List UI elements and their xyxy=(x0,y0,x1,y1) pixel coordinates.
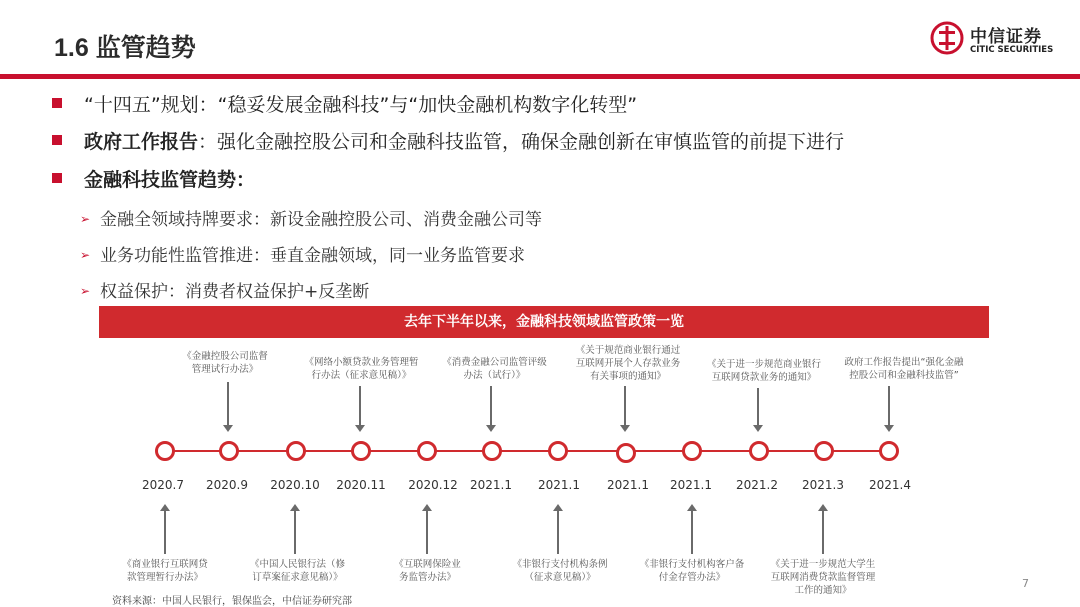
policy-document xyxy=(432,356,557,382)
bullet-item xyxy=(52,90,637,117)
doc-line: 《非银行支付机构条例 xyxy=(512,559,608,570)
policy-document xyxy=(760,558,886,597)
doc-line: （征求意见稿）》 xyxy=(524,572,596,583)
timeline-node xyxy=(879,441,899,461)
bullet-bold-text: 政府工作报告 xyxy=(84,131,199,153)
timeline-node xyxy=(548,441,568,461)
arrow-down-icon xyxy=(227,382,229,426)
doc-line: 《中国人民银行法（修 xyxy=(249,559,345,570)
bullet-bold-text: 金融科技监管趋势： xyxy=(84,169,256,191)
timeline-date: 2021.2 xyxy=(736,478,778,492)
arrow-bullet-icon: ➢ xyxy=(80,212,91,226)
arrow-down-icon xyxy=(888,386,890,426)
sub-bullet-text: 业务功能性监管推进：垂直金融领域，同一业务监管要求 xyxy=(100,246,525,266)
timeline-node xyxy=(616,443,636,463)
sub-bullet-text: 金融全领域持牌要求：新设金融控股公司、消费金融公司等 xyxy=(100,210,542,230)
arrow-up-icon xyxy=(557,510,559,554)
citic-logo-icon xyxy=(930,21,964,55)
doc-line: 有关事项的通知》 xyxy=(589,371,666,382)
arrow-down-icon xyxy=(359,386,361,426)
timeline-date: 2021.1 xyxy=(670,478,712,492)
timeline-node xyxy=(749,441,769,461)
doc-line: 互联网贷款业务的通知》 xyxy=(711,372,817,383)
policy-document xyxy=(110,558,220,584)
bullet-text: ：强化金融控股公司和金融科技监管，确保金融创新在审慎监管的前提下进行 xyxy=(198,131,845,153)
timeline-date: 2021.4 xyxy=(869,478,911,492)
policy-document xyxy=(500,558,620,584)
doc-line: 《关于进一步规范大学生 xyxy=(770,559,876,570)
square-bullet-icon xyxy=(52,135,62,145)
doc-line: 办法（试行）》 xyxy=(463,370,526,381)
timeline-node xyxy=(417,441,437,461)
timeline-date: 2021.3 xyxy=(802,478,844,492)
doc-line: 管理试行办法》 xyxy=(191,364,259,375)
doc-line: 《关于进一步规范商业银行 xyxy=(706,359,821,370)
timeline-node xyxy=(219,441,239,461)
policy-document xyxy=(564,344,692,383)
bullet-item xyxy=(52,127,844,154)
doc-line: 《金融控股公司监督 xyxy=(182,351,268,362)
doc-line: 务监管办法》 xyxy=(398,572,456,583)
bullet-text: “十四五”规划：“稳妥发展金融科技”与“加快金融机构数字化转型” xyxy=(84,94,638,116)
timeline-date: 2020.10 xyxy=(270,478,320,492)
timeline-node xyxy=(351,441,371,461)
arrow-down-icon xyxy=(624,386,626,426)
doc-line: 订草案征求意见稿）》 xyxy=(252,572,343,583)
citic-logo xyxy=(930,18,1070,62)
arrow-up-icon xyxy=(426,510,428,554)
page-number: 7 xyxy=(1022,577,1029,590)
timeline-banner-text: 去年下半年以来，金融科技领域监管政策一览 xyxy=(404,314,684,330)
timeline-node xyxy=(682,441,702,461)
square-bullet-icon xyxy=(52,98,62,108)
arrow-down-icon xyxy=(490,386,492,426)
doc-line: 行办法（征求意见稿）》 xyxy=(311,370,412,381)
sub-bullet-text: 权益保护：消费者权益保护+反垄断 xyxy=(100,282,370,302)
header-divider xyxy=(0,74,1080,79)
doc-line: 《非银行支付机构客户备 xyxy=(639,559,745,570)
timeline-date: 2021.1 xyxy=(470,478,512,492)
doc-line: 互联网消费贷款监督管理 xyxy=(770,572,876,583)
bullet-item xyxy=(52,165,255,192)
timeline-node xyxy=(155,441,175,461)
timeline-date: 2020.9 xyxy=(206,478,248,492)
square-bullet-icon xyxy=(52,173,62,183)
arrow-bullet-icon: ➢ xyxy=(80,284,91,298)
doc-line: 控股公司和金融科技监管” xyxy=(849,370,959,381)
policy-document xyxy=(834,356,974,382)
timeline-date: 2021.1 xyxy=(607,478,649,492)
timeline-node xyxy=(286,441,306,461)
doc-line: 《网络小额贷款业务管理暂 xyxy=(304,357,419,368)
arrow-down-icon xyxy=(757,388,759,426)
doc-line: 政府工作报告提出“强化金融 xyxy=(844,357,964,368)
arrow-up-icon xyxy=(691,510,693,554)
timeline-node xyxy=(482,441,502,461)
doc-line: 款管理暂行办法》 xyxy=(126,572,203,583)
sub-bullet-item xyxy=(80,241,525,266)
doc-line: 付金存管办法》 xyxy=(658,572,726,583)
doc-line: 《关于规范商业银行通过 xyxy=(575,345,681,356)
slide-header xyxy=(0,0,1080,78)
policy-document xyxy=(240,558,355,584)
policy-document xyxy=(380,558,475,584)
doc-line: 《商业银行互联网贷 xyxy=(122,559,208,570)
timeline-date: 2020.11 xyxy=(336,478,386,492)
policy-document xyxy=(294,356,429,382)
timeline-axis xyxy=(162,450,892,452)
doc-line: 《互联网保险业 xyxy=(394,559,461,570)
arrow-up-icon xyxy=(164,510,166,554)
logo-english: CITIC SECURITIES xyxy=(970,45,1054,55)
timeline-banner xyxy=(99,306,989,338)
page-title: 1.6 监管趋势 xyxy=(54,34,196,62)
sub-bullet-item xyxy=(80,277,369,302)
logo-chinese: 中信证券 xyxy=(970,27,1042,47)
timeline-date: 2021.1 xyxy=(538,478,580,492)
source-note: 资料来源：中国人民银行，银保监会，中信证券研究部 xyxy=(112,596,352,607)
doc-line: 工作的通知》 xyxy=(794,585,852,596)
policy-document xyxy=(628,558,756,584)
timeline-date: 2020.12 xyxy=(408,478,458,492)
policy-document xyxy=(170,350,280,376)
policy-document xyxy=(698,358,830,384)
arrow-up-icon xyxy=(294,510,296,554)
arrow-up-icon xyxy=(822,510,824,554)
doc-line: 互联网开展个人存款业务 xyxy=(575,358,681,369)
arrow-bullet-icon: ➢ xyxy=(80,248,91,262)
timeline-date: 2020.7 xyxy=(142,478,184,492)
timeline-node xyxy=(814,441,834,461)
sub-bullet-item xyxy=(80,205,542,230)
doc-line: 《消费金融公司监管评级 xyxy=(442,357,547,368)
